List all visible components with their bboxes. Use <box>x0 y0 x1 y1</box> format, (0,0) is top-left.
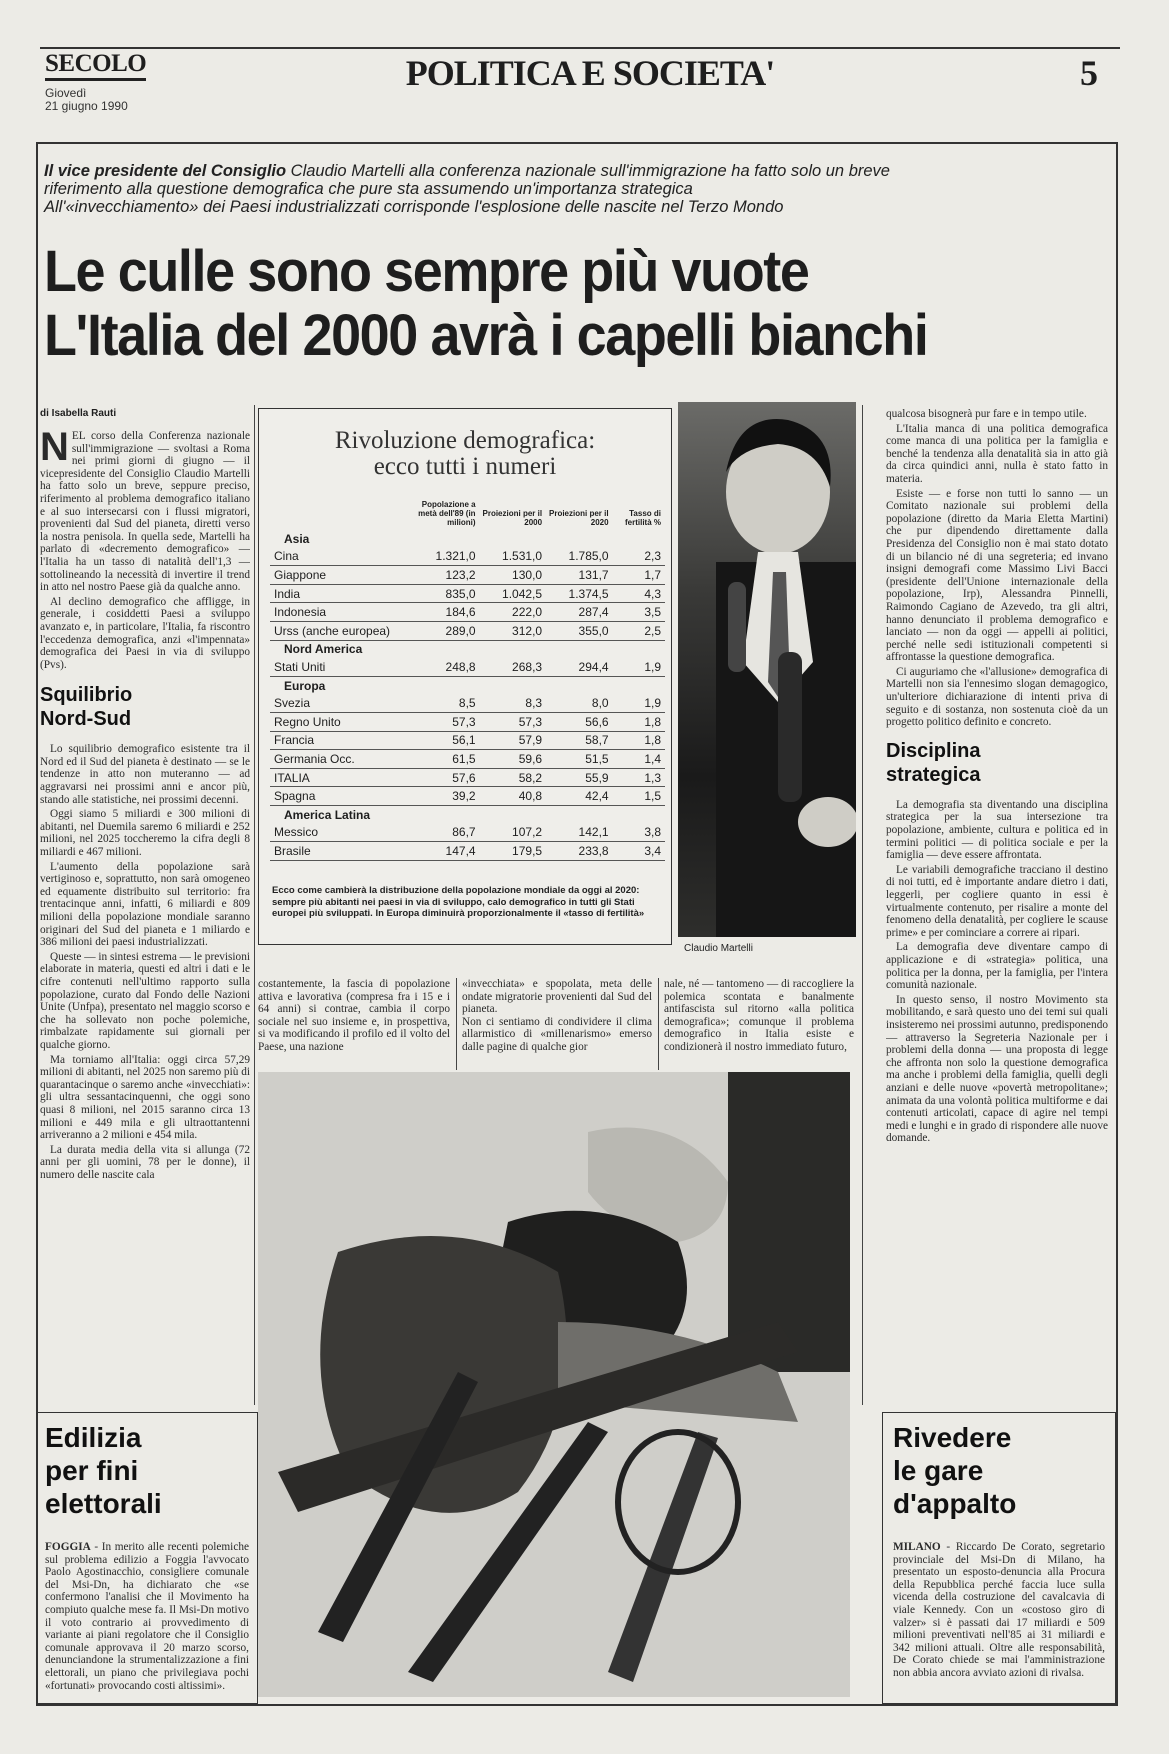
table-cell-value: 3,5 <box>613 603 665 622</box>
elderly-man-illustration <box>258 1072 850 1697</box>
table-group-label: Asia <box>284 531 310 546</box>
table-cell-country: ITALIA <box>270 768 405 787</box>
table-cell-country: Regno Unito <box>270 712 405 731</box>
box-text <box>893 1541 1105 1697</box>
table-cell-value: 8,3 <box>480 694 547 712</box>
table-cell-value: 1,3 <box>613 768 665 787</box>
table-cell-value: 51,5 <box>546 750 613 769</box>
paragraph: Oggi siamo 5 miliardi e 300 milioni di abitanti, nel Duemila saremo 6 miliardi e 252 milioni, nel 2025 toccheremo la cifra degli 8 miliardi e 467 milioni. <box>40 808 250 859</box>
dropcap: N <box>40 430 69 469</box>
table-cell-value: 1,9 <box>613 694 665 712</box>
subheading-line: strategica <box>886 763 981 786</box>
table-cell-country: Stati Uniti <box>270 658 405 676</box>
table-cell-value: 57,3 <box>405 712 480 731</box>
article-column-4 <box>886 408 1108 1408</box>
table-row <box>270 603 665 622</box>
table-cell-value: 179,5 <box>480 842 547 861</box>
table-cell-value: 1,8 <box>613 731 665 750</box>
subheading-line: Disciplina <box>886 739 981 762</box>
table-row <box>270 694 665 712</box>
table-group-row <box>270 640 665 658</box>
box-body: - In merito alle recenti polemiche sul problema edilizio a Foggia l'avvocato Paolo Agostinacchio, consigliere comunale del Msi-Dn, ha dichiarato che «se confermono l'analisi che il Movimento ha compiuto qualche mese fa. Il Msi-Dn motivo il voto contrario ai provvedimento di variante ai piani regolatore che il Consiglio comunale approvava il 20 marzo scorso, denunciandone la strumentalizzazione a fini elettorali, un piano che privilegiava pochi «fortunati» provocando costi altissimi». <box>45 1541 249 1692</box>
table-cell-value: 835,0 <box>405 584 480 603</box>
table-row <box>270 566 665 585</box>
date-weekday: Giovedì <box>45 86 87 100</box>
photo-elderly-man-on-bench <box>258 1072 850 1697</box>
dateline: MILANO <box>893 1541 941 1553</box>
table-cell-value: 1,4 <box>613 750 665 769</box>
table-row <box>270 548 665 566</box>
kicker-text: Claudio Martelli alla conferenza nazionale sull'immigrazione ha fatto solo un breve riferimento alla questione demografica che pure sta assumendo un'importanza strategica <box>44 162 890 198</box>
table-cell-country: Cina <box>270 548 405 566</box>
table-cell-value: 4,3 <box>613 584 665 603</box>
newspaper-logo: SECOLO <box>45 50 146 81</box>
table-title-line1: Rivoluzione demografica: <box>334 427 596 454</box>
table-header <box>270 500 405 530</box>
table-header: Tasso di fertilità % <box>624 509 661 527</box>
date-day: 21 giugno 1990 <box>45 99 128 113</box>
table-cell-value: 1.321,0 <box>405 548 480 566</box>
table-cell-value: 61,5 <box>405 750 480 769</box>
table-cell-value: 2,5 <box>613 621 665 640</box>
column-divider <box>456 978 457 1070</box>
table-cell-value: 123,2 <box>405 566 480 585</box>
headline-line2: L'Italia del 2000 avrà i capelli bianchi <box>44 303 928 368</box>
page-number: 5 <box>1080 53 1098 93</box>
table-cell-value: 142,1 <box>546 824 613 842</box>
table-cell-value: 57,3 <box>480 712 547 731</box>
dateline: FOGGIA <box>45 1541 91 1553</box>
table-header: Proiezioni per il 2000 <box>482 509 543 527</box>
paragraph: Ci auguriamo che «l'allusione» demografica di Martelli non sia l'ennesimo slogan demagogico, un'ulteriore dichiarazione di intenti priva di seguito e di sostanza, non sostenuta cioè da un progetto politico definito e concreto. <box>886 665 1108 729</box>
box-headline <box>45 1421 162 1520</box>
box-headline-line: Rivedere <box>893 1422 1012 1453</box>
table-cell-value: 57,9 <box>480 731 547 750</box>
paragraph: In questo senso, il nostro Movimento sta mobilitando, e sarà questo uno dei temi sui quali insisteremo nei prossimi autunno, predisponendo — attraverso la Segreteria Nazionale per i problemi della donna — una proposta di legge che affronta non solo la questione demografica ma anche i problemi della famiglia, quelli degli anziani e delle nuove «povertà metropolitane»; animata da una volontà politica multiforme e dai contenuti articolati, capace di agire nel tempi medi e lunghi e in grado di rispondere alle nuove domande. <box>886 993 1108 1145</box>
table-header: Proiezioni per il 2020 <box>549 509 609 527</box>
table-cell-value: 1.042,5 <box>480 584 547 603</box>
demographics-table <box>270 500 665 861</box>
table-group-label: Nord America <box>284 642 363 657</box>
table-cell-value: 42,4 <box>546 787 613 806</box>
table-cell-country: Messico <box>270 824 405 842</box>
subheading-disciplina <box>886 739 1108 787</box>
subheading-line: Nord-Sud <box>40 708 132 731</box>
paragraph: Le variabili demografiche tracciano il destino di noi tutti, ed è importante andare dietro i dati, leggerli, per cogliere quanto in essi è virtualmente contenuto, per risalire a monte del fenomeno della denatalità, per cogliere le scause prime» e per cominciare a correre ai ripari. <box>886 863 1108 939</box>
table-cell-value: 58,7 <box>546 731 613 750</box>
table-note: Ecco come cambierà la distribuzione della popolazione mondiale da oggi al 2020: sempre più abitanti nei paesi in via di sviluppo, calo demografico in tutti gli Stati europei più sviluppati. In Europa diminuirà proporzionalmente il «tasso di fertilità» <box>272 885 645 919</box>
column-divider <box>254 405 255 1405</box>
table-group-label: Europa <box>284 678 326 693</box>
table-cell-country: Brasile <box>270 842 405 861</box>
article-column-1 <box>40 430 250 1405</box>
byline: di Isabella Rauti <box>40 408 117 419</box>
table-row <box>270 731 665 750</box>
table-cell-country: Germania Occ. <box>270 750 405 769</box>
middle-column-3: nale, né — tantomeno — di raccogliere la polemica scontata e banalmente antifascista sul ritorno «alla politica demografica»; comunque il problema demografico in Italia esiste e condizionerà il nostro immediato futuro, <box>664 978 854 1053</box>
box-headline-line: per fini <box>45 1455 139 1486</box>
headline-line1: Le culle sono sempre più vuote <box>44 239 809 304</box>
middle-column-1: costantemente, la fascia di popolazione attiva e lavorativa (compresa fra i 15 e i 64 anni) si contrae, cambia il corpo sociale nel suo insieme e, in prospettiva, si va modificando il profilo ed il volto del Paese, una nazione <box>258 978 450 1053</box>
table-cell-value: 107,2 <box>480 824 547 842</box>
box-body: - Riccardo De Corato, segretario provinciale del Msi-Dn di Milano, ha presentato un esposto-denuncia alla Procura della Repubblica perché faccia luce sulla vicenda della costruzione del cavalcavia di viale Kennedy. Con un «costoso giro di valzer» si è passati dai 17 miliardi e 509 milioni preventivati nell'85 ai 31 miliardi e 342 milioni attuali. Oltre alle responsabilità, De Corato chiede se mai l'amministrazione non abbia ancora avviato azioni di rivalsa. <box>893 1541 1105 1679</box>
table-row <box>270 584 665 603</box>
paragraph: La demografia sta diventando una disciplina strategica per la sua intersezione tra popolazione, ambiente, cultura e politica ed in termini politici — di politica sociale e per la famiglia — deve essere affrontata. <box>886 798 1108 862</box>
table-group-row <box>270 805 665 823</box>
table-cell-value: 40,8 <box>480 787 547 806</box>
table-cell-value: 86,7 <box>405 824 480 842</box>
table-cell-value: 131,7 <box>546 566 613 585</box>
table-cell-value: 355,0 <box>546 621 613 640</box>
table-group-label: America Latina <box>284 807 371 822</box>
paragraph: La demografia deve diventare campo di applicazione e di «strategia» politica, una politica per la donna, per la famiglia, per l'intera comunità nazionale. <box>886 941 1108 992</box>
table-cell-value: 55,9 <box>546 768 613 787</box>
table-cell-country: Francia <box>270 731 405 750</box>
table-cell-value: 233,8 <box>546 842 613 861</box>
photo-claudio-martelli <box>678 402 856 937</box>
table-cell-value: 2,3 <box>613 548 665 566</box>
headline <box>44 240 1030 368</box>
section-title: POLITICA E SOCIETA' <box>405 53 775 93</box>
table-cell-value: 3,8 <box>613 824 665 842</box>
table-cell-value: 312,0 <box>480 621 547 640</box>
table-cell-value: 1,8 <box>613 712 665 731</box>
box-headline-line: Edilizia <box>45 1422 142 1453</box>
table-cell-value: 222,0 <box>480 603 547 622</box>
table-cell-value: 1,9 <box>613 658 665 676</box>
issue-date <box>45 87 128 113</box>
table-cell-country: Indonesia <box>270 603 405 622</box>
paragraph: Ma torniamo all'Italia: oggi circa 57,29 milioni di abitanti, nel 2025 non saremo più di quarantacinque o saremo anche «invecchiati»: gli ultra sessantacinquenni, che oggi sono quasi 8 milioni, nel 2015 saranno circa 13 milioni e 449 mila e gli ultraottantenni arriveranno a 2 milioni e 454 mila. <box>40 1053 250 1142</box>
table-cell-country: Svezia <box>270 694 405 712</box>
table-cell-value: 184,6 <box>405 603 480 622</box>
table-cell-value: 1,5 <box>613 787 665 806</box>
table-row <box>270 768 665 787</box>
table-cell-country: Urss (anche europea) <box>270 621 405 640</box>
table-cell-value: 8,0 <box>546 694 613 712</box>
top-rule <box>40 47 1120 49</box>
table-group-row <box>270 676 665 694</box>
table-cell-value: 3,4 <box>613 842 665 861</box>
table-row <box>270 824 665 842</box>
table-row <box>270 787 665 806</box>
article-kicker <box>44 162 924 216</box>
table-cell-value: 147,4 <box>405 842 480 861</box>
table-cell-value: 294,4 <box>546 658 613 676</box>
subheading-line: Squilibrio <box>40 684 133 707</box>
table-cell-value: 287,4 <box>546 603 613 622</box>
table-cell-value: 39,2 <box>405 787 480 806</box>
box-headline-line: le gare <box>893 1455 984 1486</box>
kicker-lead: Il vice presidente del Consiglio <box>44 162 287 180</box>
table-cell-value: 248,8 <box>405 658 480 676</box>
table-cell-value: 58,2 <box>480 768 547 787</box>
box-text <box>45 1541 249 1697</box>
table-cell-value: 8,5 <box>405 694 480 712</box>
news-box-edilizia <box>36 1412 258 1704</box>
table-cell-value: 289,0 <box>405 621 480 640</box>
table-row <box>270 658 665 676</box>
table-header-row <box>270 500 665 530</box>
paragraph: EL corso della Conferenza nazionale sull'immigrazione — svoltasi a Roma nei primi giorni di giugno — il vicepresidente del Consiglio Claudio Martelli ha fatto solo un breve, seppure preciso, riferimento al problema demografico italiano e al suo intersecarsi con i flussi migratori, provenienti dal Sud del pianeta, diretti verso la nostra penisola. In quella sede, Martelli ha parlato di «decremento demografico» — l'Italia ha un tasso di natalità dell'1,3 — sottolineando la necessità di invertire il trend in atto nel nostro Paese già da qualche anno. <box>40 430 250 594</box>
table-title <box>270 428 660 480</box>
box-headline-line: d'appalto <box>893 1488 1017 1519</box>
table-cell-value: 1.531,0 <box>480 548 547 566</box>
kicker-line3: All'«invecchiamento» dei Paesi industrializzati corrisponde l'esplosione delle nascite nel Terzo Mondo <box>44 198 784 216</box>
paragraph: qualcosa bisognerà pur fare e in tempo utile. <box>886 408 1087 420</box>
table-cell-country: India <box>270 584 405 603</box>
column-divider <box>862 405 863 1405</box>
photo-caption: Claudio Martelli <box>684 943 753 954</box>
table-title-line2: ecco tutti i numeri <box>373 453 557 480</box>
portrait-illustration <box>678 402 856 937</box>
table-cell-value: 268,3 <box>480 658 547 676</box>
table-cell-value: 57,6 <box>405 768 480 787</box>
table-header: Popolazione a metà dell'89 (in milioni) <box>418 500 476 527</box>
middle-column-2: «invecchiata» e spopolata, meta delle ondate migratorie provenienti dal Sud del pianeta. Non ci sentiamo di condividere il clima allarmistico di «millenarismo» emerso dalle pagine di qualche gior <box>462 978 652 1053</box>
paragraph: Queste — in sintesi estrema — le previsioni elaborate in materia, questi ed altri i dati e le cifre contenuti nell'ultimo rapporto sulla popolazione, curato dal Fondo delle Nazioni Unite (Unfpa), presentato nel maggio scorso e che ha sollevato non poche polemiche, rimbalzate rapidamente sui giornali per qualche giorno. <box>40 950 250 1051</box>
table-row <box>270 621 665 640</box>
table-cell-country: Giappone <box>270 566 405 585</box>
paragraph: Al declino demografico che affligge, in generale, i cosiddetti Paesi a sviluppo avanzato e, in particolare, l'Italia, fa riscontro l'eccedenza demografica, anzi «l'impennata» demografica dei Paesi in via di sviluppo (Pvs). <box>40 595 250 671</box>
news-box-appalti <box>882 1412 1116 1704</box>
table-cell-value: 56,1 <box>405 731 480 750</box>
paragraph: L'aumento della popolazione sarà vertiginoso e, soprattutto, non sarà omogeneo ed equamente distribuito sul territorio: fra trentacinque anni, infatti, 6 miliardi e 809 milioni della popolazione mondiale saranno originari del Sud del pianeta e 1 miliardo e 386 milioni dei paesi industrializzati. <box>40 860 250 949</box>
table-cell-value: 1,7 <box>613 566 665 585</box>
table-row <box>270 842 665 861</box>
table-row <box>270 750 665 769</box>
box-headline <box>893 1421 1016 1520</box>
box-headline-line: elettorali <box>45 1488 162 1519</box>
table-group-row <box>270 530 665 548</box>
table-cell-value: 1.374,5 <box>546 584 613 603</box>
column-divider <box>658 978 659 1070</box>
paragraph: L'Italia manca di una politica demografica come manca di una politica per la famiglia e benché la tendenza alla denatalità sia in atto già da circa quindici anni, nulla è stato fatto in materia. <box>886 422 1108 485</box>
table-cell-value: 59,6 <box>480 750 547 769</box>
table-cell-value: 1.785,0 <box>546 548 613 566</box>
paragraph: Esiste — e forse non tutti lo sanno — un Comitato nazionale sui problemi della popolazione (diretto da Maria Eletta Martini) che pur dipendendo direttamente dalla Presidenza del Consiglio non è mai stato dotato di un bilancio né di una segreteria; ed invano insigni demografi come Massimo Livi Bacci (presidente dell'Unione internazionale della popolazione, Irp), Alessandra Pinnelli, Raimondo Cagiano de Azevedo, tra gli altri, hanno denunciato il problema demografico e lanciato — non da oggi — appelli ai politici, perché nelle sedi istituzionali competenti si affrontasse la questione demografica. <box>886 487 1108 664</box>
table-cell-value: 130,0 <box>480 566 547 585</box>
paragraph: Lo squilibrio demografico esistente tra il Nord ed il Sud del pianeta è destinato — se le tendenze in atto non muteranno — ad aggravarsi nei prossimi anni e ancor più, stando alle statistiche, nei prossimi decenni. <box>40 743 250 806</box>
table-cell-value: 56,6 <box>546 712 613 731</box>
paragraph: La durata media della vita si allunga (72 anni per gli uomini, 78 per le donne), il numero delle nascite cala <box>40 1143 250 1181</box>
table-row <box>270 712 665 731</box>
table-cell-country: Spagna <box>270 787 405 806</box>
subheading-squilibrio <box>40 683 250 731</box>
